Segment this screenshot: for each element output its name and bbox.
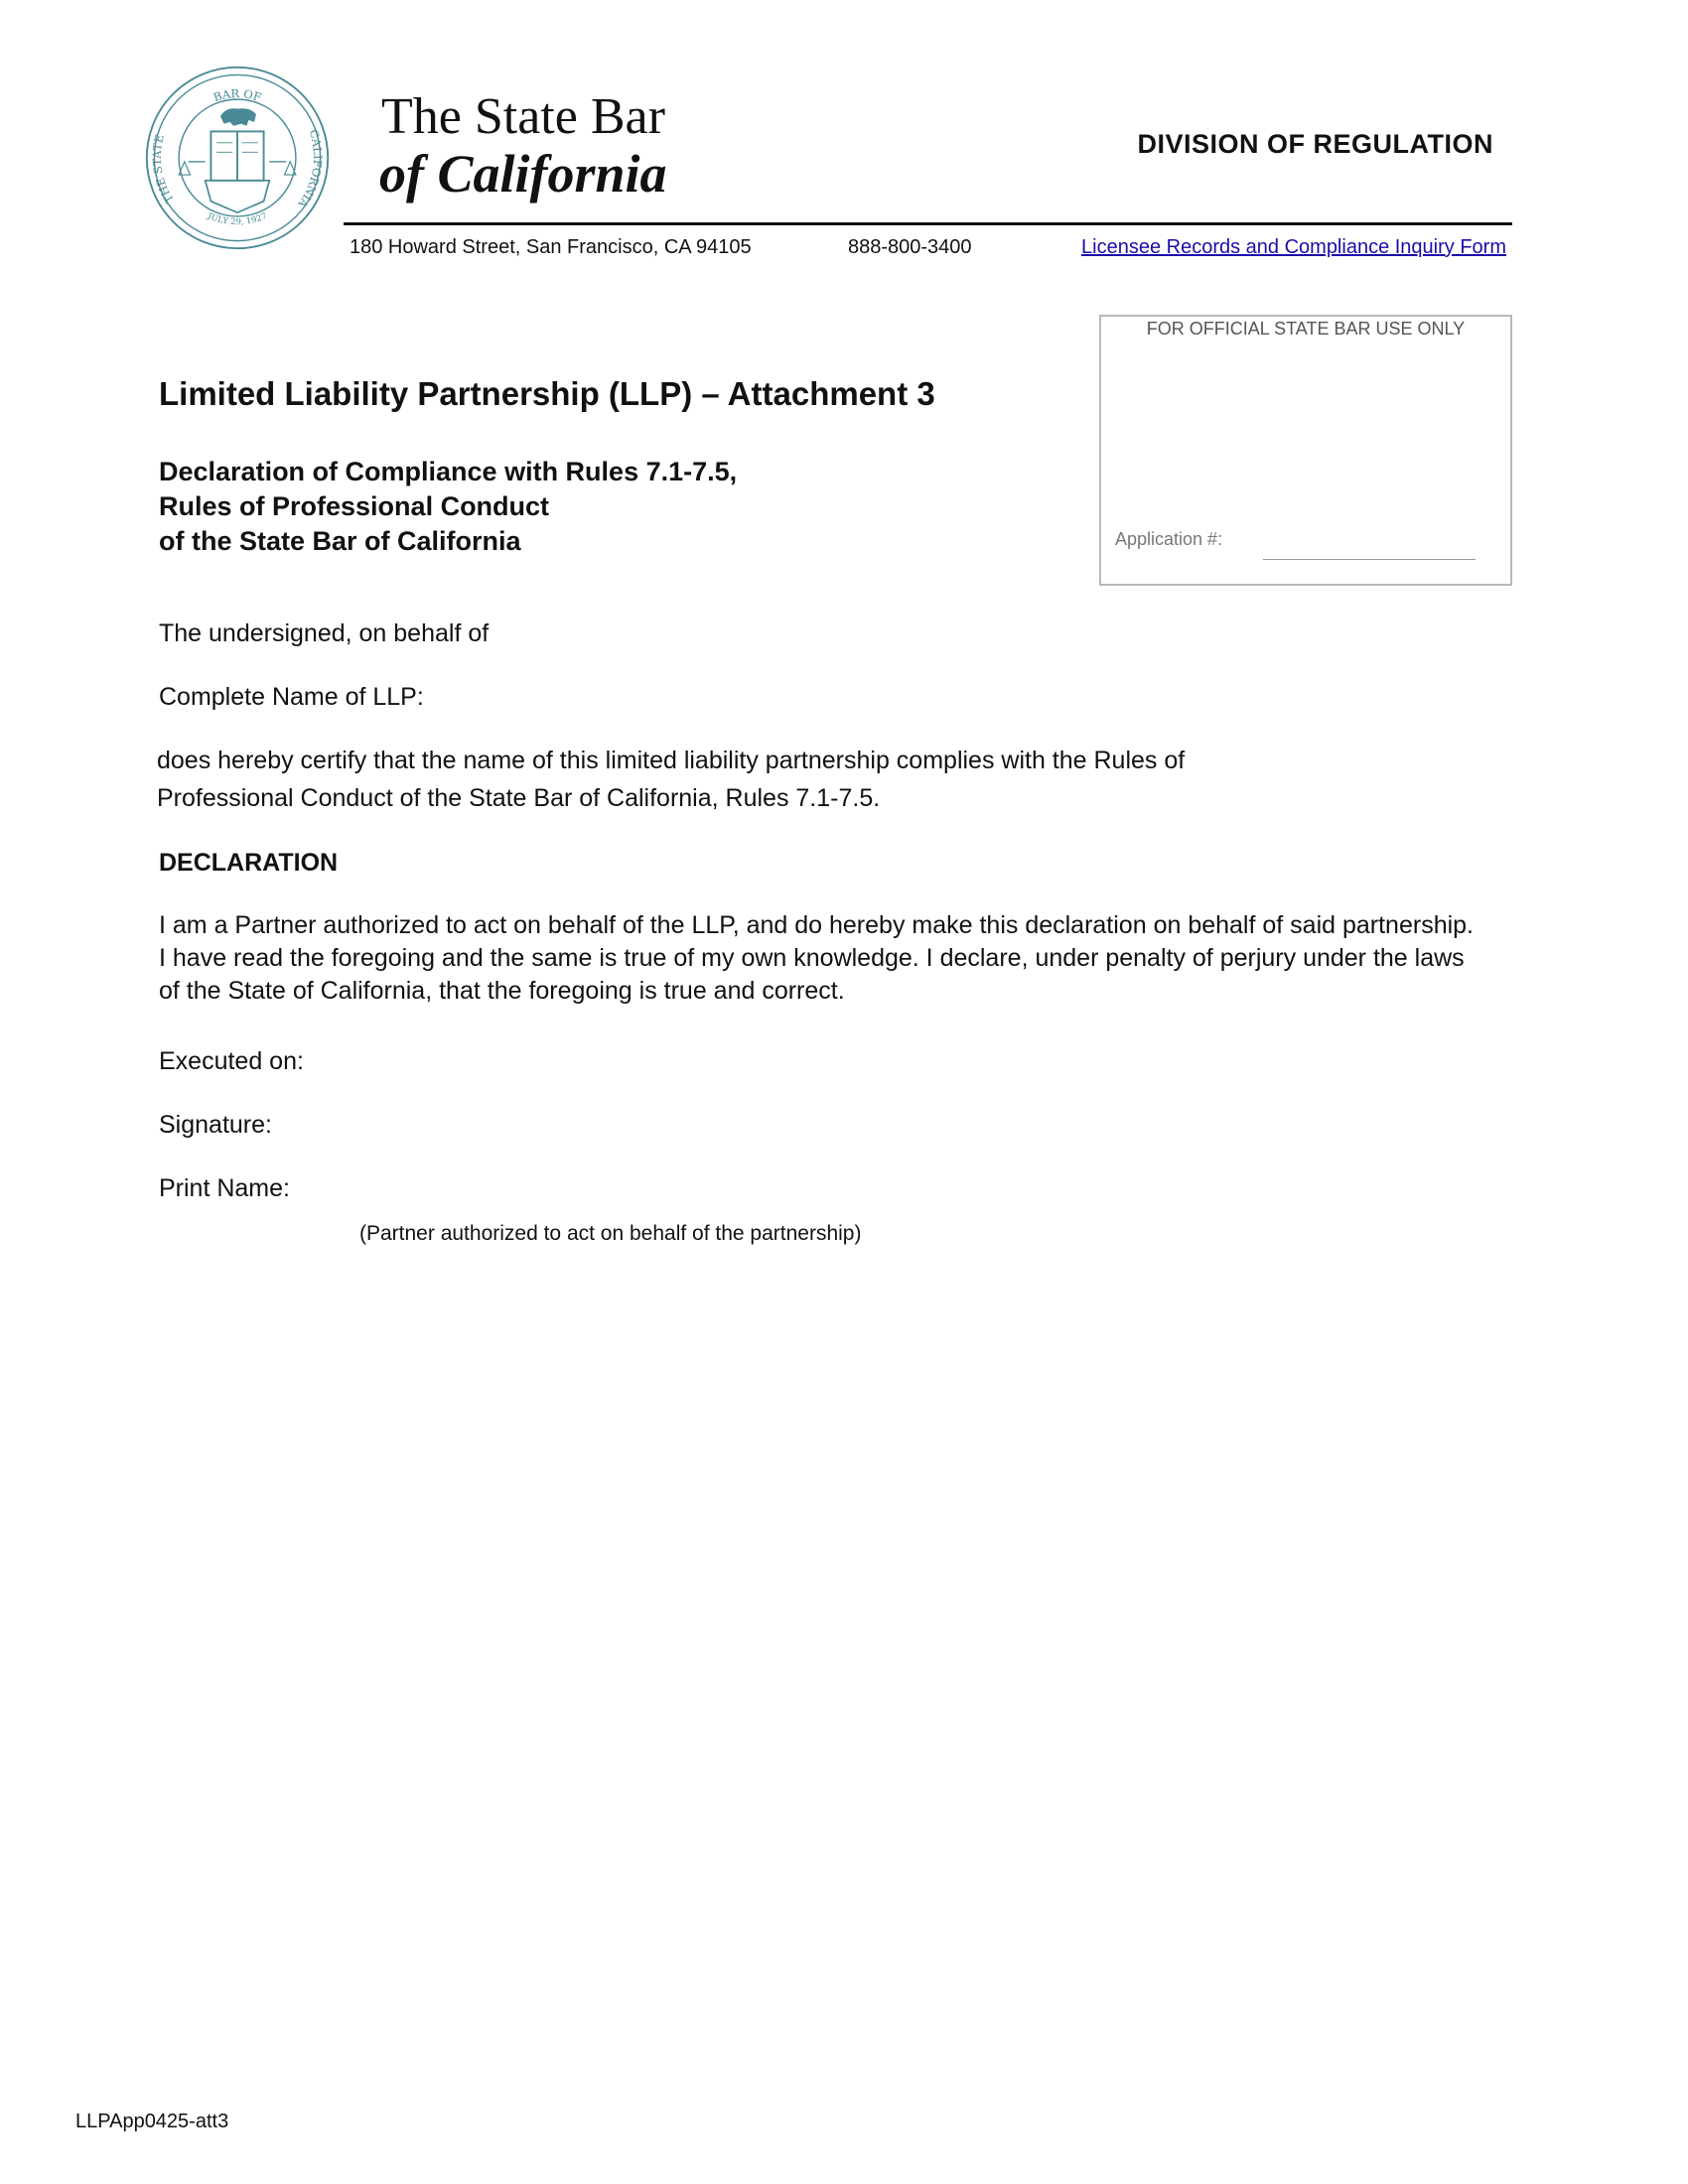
executed-on-field[interactable]: [318, 1045, 814, 1076]
signature-field[interactable]: [288, 1109, 884, 1140]
phone-number: 888-800-3400: [848, 236, 972, 258]
application-number-label: Application #:: [1115, 529, 1223, 549]
certify-text-line1: does hereby certify that the name of this limited liability partnership complies with the Rules of: [157, 747, 1186, 774]
header-divider: [344, 222, 1512, 225]
application-number-field[interactable]: [1263, 535, 1476, 560]
inquiry-form-link[interactable]: Licensee Records and Compliance Inquiry Form: [1081, 236, 1506, 258]
executed-on-label: Executed on:: [159, 1047, 304, 1075]
llp-name-field[interactable]: [437, 681, 1231, 712]
seal-text-right: CALIFORNIA: [295, 127, 326, 210]
state-bar-seal-logo: [143, 64, 332, 252]
official-use-title: FOR OFFICIAL STATE BAR USE ONLY: [1146, 319, 1466, 339]
address-text: 180 Howard Street, San Francisco, CA 94105: [350, 236, 752, 258]
declaration-text: I am a Partner authorized to act on behalf of the LLP, and do hereby make this declaration on behalf of said partnership. I have read the foregoing and the same is true of my own knowledge. I declare, under penalty of perjury under the laws of the State of California, that the foregoing is true and correct.: [159, 911, 1474, 1005]
seal-text-left: THE STATE: [149, 133, 177, 206]
form-title: Limited Liability Partnership (LLP) – Attachment 3: [159, 375, 935, 412]
brand-name-line2: of California: [379, 144, 667, 204]
division-heading: DIVISION OF REGULATION: [1137, 129, 1493, 159]
form-code: LLPApp0425-att3: [75, 2111, 229, 2132]
undersigned-text: The undersigned, on behalf of: [159, 619, 490, 647]
form-subtitle-line1: Declaration of Compliance with Rules 7.1-7.5,: [159, 457, 738, 486]
seal-text-top: BAR OF: [211, 86, 263, 105]
form-subtitle-line2: Rules of Professional Conduct: [159, 491, 550, 521]
print-name-note: (Partner authorized to act on behalf of the partnership): [359, 1222, 862, 1245]
form-subtitle-line3: of the State Bar of California: [159, 526, 521, 556]
certify-text-line2: Professional Conduct of the State Bar of California, Rules 7.1-7.5.: [157, 784, 881, 812]
seal-text-bottom: JULY 29, 1927: [206, 210, 269, 228]
llp-name-label: Complete Name of LLP:: [159, 683, 424, 711]
official-use-box: [1099, 315, 1512, 586]
declaration-heading: DECLARATION: [159, 849, 339, 877]
print-name-label: Print Name:: [159, 1174, 290, 1202]
signature-label: Signature:: [159, 1111, 272, 1139]
brand-name-line1: The State Bar: [381, 88, 665, 145]
print-name-field[interactable]: [308, 1172, 904, 1203]
